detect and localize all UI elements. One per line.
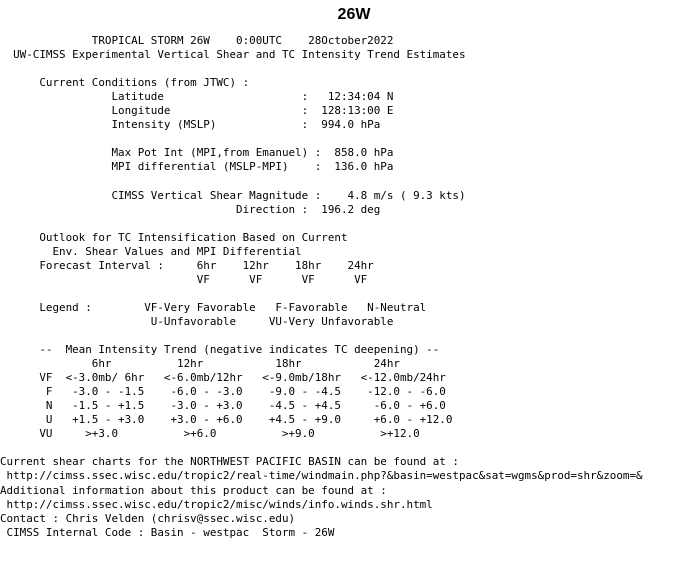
report-line xyxy=(0,132,643,146)
report-line: -- Mean Intensity Trend (negative indicates TC deepening) -- xyxy=(0,343,440,357)
report-line: F -3.0 - -1.5 -6.0 - -3.0 -9.0 - -4.5 -12.0 - -6.0 xyxy=(0,385,446,399)
report-line: CIMSS Vertical Shear Magnitude : 4.8 m/s ( 9.3 kts) xyxy=(0,188,466,202)
report-line: U-Unfavorable VU-Very Unfavorable xyxy=(0,314,394,328)
report-line: Latitude : 12:34:04 N xyxy=(0,90,394,104)
report-line: 6hr 12hr 18hr 24hr xyxy=(0,357,400,371)
report-line: N -1.5 - +1.5 -3.0 - +3.0 -4.5 - +4.5 -6.0 - +6.0 xyxy=(0,399,446,413)
report-body xyxy=(0,34,643,540)
report-line: TROPICAL STORM 26W 0:00UTC 28October2022 xyxy=(0,34,394,47)
report-line xyxy=(0,287,643,301)
report-line: Longitude : 128:13:00 E xyxy=(0,104,394,118)
additional-info-label: Additional information about this product can be found at : xyxy=(0,483,387,497)
report-line: Current Conditions (from JTWC) : xyxy=(0,76,250,90)
page-heading: 26W xyxy=(337,6,371,23)
report-line: Forecast Interval : 6hr 12hr 18hr 24hr xyxy=(0,258,374,272)
shear-chart-link[interactable]: http://cimss.ssec.wisc.edu/tropic2/real-time/windmain.php?&basin=westpac&sat=wgms&prod=shr&zoom=& xyxy=(0,469,643,483)
info-link[interactable]: http://cimss.ssec.wisc.edu/tropic2/misc/winds/info.winds.shr.html xyxy=(0,497,433,511)
report-line: VF VF VF VF xyxy=(0,272,368,286)
report-line: Outlook for TC Intensification Based on Current xyxy=(0,230,348,244)
report-line: U +1.5 - +3.0 +3.0 - +6.0 +4.5 - +9.0 +6.0 - +12.0 xyxy=(0,413,453,427)
report-line xyxy=(0,62,643,76)
report-line xyxy=(0,217,643,231)
contact-line: Contact : Chris Velden (chrisv@ssec.wisc.edu) xyxy=(0,511,296,525)
report-line: Direction : 196.2 deg xyxy=(0,202,381,216)
report-line: MPI differential (MSLP-MPI) : 136.0 hPa xyxy=(0,160,394,174)
report-line xyxy=(0,329,643,343)
report-line: Intensity (MSLP) : 994.0 hPa xyxy=(0,118,381,132)
report-line: VF <-3.0mb/ 6hr <-6.0mb/12hr <-9.0mb/18hr <-12.0mb/24hr xyxy=(0,371,446,385)
report-line: UW-CIMSS Experimental Vertical Shear and TC Intensity Trend Estimates xyxy=(0,48,466,62)
report-line: Max Pot Int (MPI,from Emanuel) : 858.0 hPa xyxy=(0,146,394,160)
report-line: Legend : VF-Very Favorable F-Favorable N-Neutral xyxy=(0,300,427,314)
report-line: Current shear charts for the NORTHWEST PACIFIC BASIN can be found at : xyxy=(0,455,459,469)
report-line xyxy=(0,441,643,455)
internal-code-line: CIMSS Internal Code : Basin - westpac Storm - 26W xyxy=(0,525,335,539)
report-line: Env. Shear Values and MPI Differential xyxy=(0,244,302,258)
report-line: VU >+3.0 >+6.0 >+9.0 >+12.0 xyxy=(0,427,420,441)
report-line xyxy=(0,174,643,188)
